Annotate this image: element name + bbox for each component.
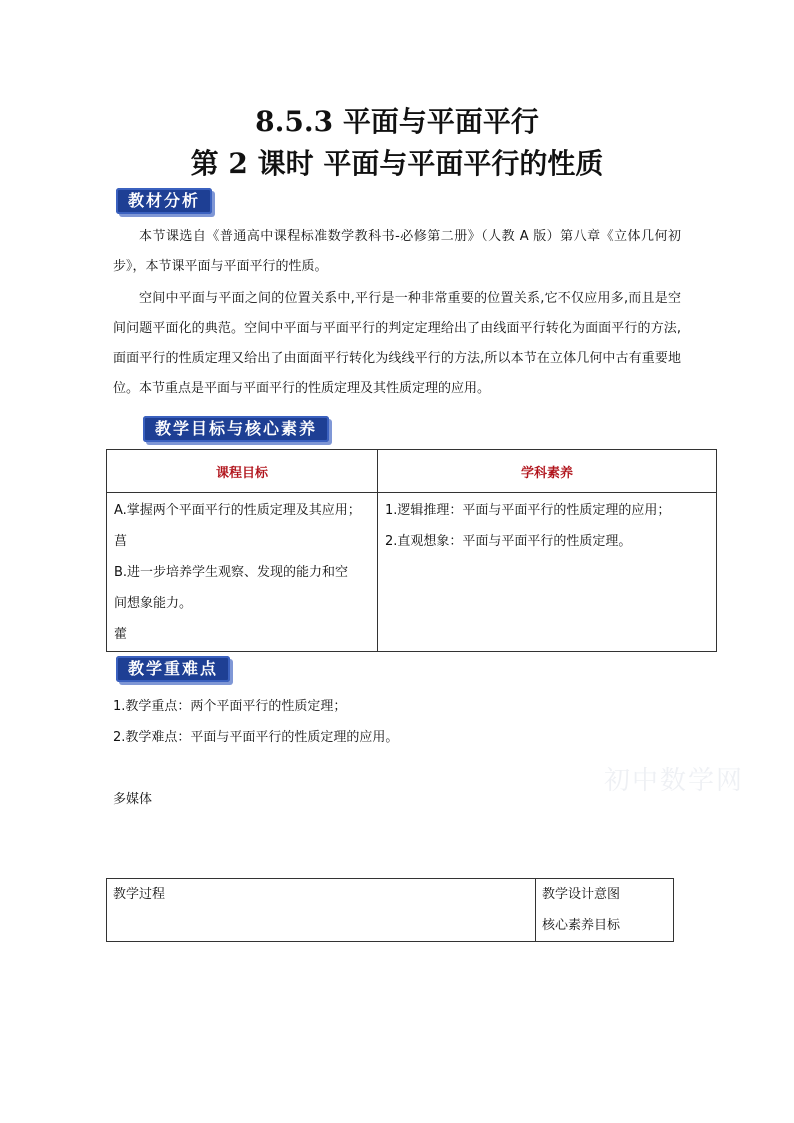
- process-cell: [107, 879, 536, 942]
- goal-line-b: B.进一步培养学生观察、发现的能力和空: [114, 565, 349, 580]
- lesson-subtitle: 第 2 课时 平面与平面平行的性质: [190, 147, 604, 180]
- literacy-line-2: 2.直观想象：平面与平面平行的性质定理。: [385, 534, 632, 549]
- analysis-paragraph-2: 空间中平面与平面之间的位置关系中,平行是一种非常重要的位置关系,它不仅应用多,而且是空间问题平面化的典范。空间中平面与平面平行的判定定理给出了由线面平行转化为面面平行的方法,面面平行的性质定理又给出了由面面平行转化为线线平行的方法,所以本节在立体几何中古有重要地位。本节重点是平面与平面平行的性质定理及其性质定理的应用。: [113, 291, 681, 396]
- key-point-text: 1.教学重点：两个平面平行的性质定理；: [113, 699, 347, 714]
- goal-line-b-cont: 间想象能力。: [114, 596, 193, 611]
- goal-line-a: A.掌握两个平面平行的性质定理及其应用；: [114, 503, 361, 518]
- analysis-paragraph-1: 本节课选自《普通高中课程标准数学教科书-必修第二册》（人教 A 版）第八章《立体几何初步》，本节课平面与平面平行的性质。: [113, 229, 681, 274]
- core-literacy-label: 核心素养目标: [542, 918, 621, 933]
- media-text: 多媒体: [113, 792, 153, 807]
- process-label: 教学过程: [113, 887, 166, 902]
- goal-line-stray-1: 菖: [114, 534, 128, 549]
- goals-header-row: [107, 450, 717, 493]
- section-badge-difficulty: 教学重难点: [116, 656, 230, 682]
- goals-body-row: [107, 493, 717, 652]
- process-row: [107, 879, 674, 942]
- difficult-point-text: 2.教学难点：平面与平面平行的性质定理的应用。: [113, 730, 399, 745]
- goals-course-cell: [107, 493, 378, 652]
- design-intent-label: 教学设计意图: [542, 887, 621, 902]
- process-table: [106, 878, 674, 942]
- goals-header-literacy: 学科素养: [378, 450, 717, 493]
- lesson-title: 8.5.3 平面与平面平行: [255, 105, 539, 138]
- goals-table: [106, 449, 717, 652]
- goals-header-course: 课程目标: [107, 450, 378, 493]
- section-badge-goals: 教学目标与核心素养: [143, 416, 329, 442]
- section-badge-analysis: 教材分析: [116, 188, 212, 214]
- watermark: 初中数学网: [604, 766, 745, 796]
- goals-literacy-cell: [378, 493, 717, 652]
- intent-cell: [536, 879, 674, 942]
- literacy-line-1: 1.逻辑推理：平面与平面平行的性质定理的应用；: [385, 503, 671, 518]
- goal-line-stray-2: 藿: [114, 627, 128, 642]
